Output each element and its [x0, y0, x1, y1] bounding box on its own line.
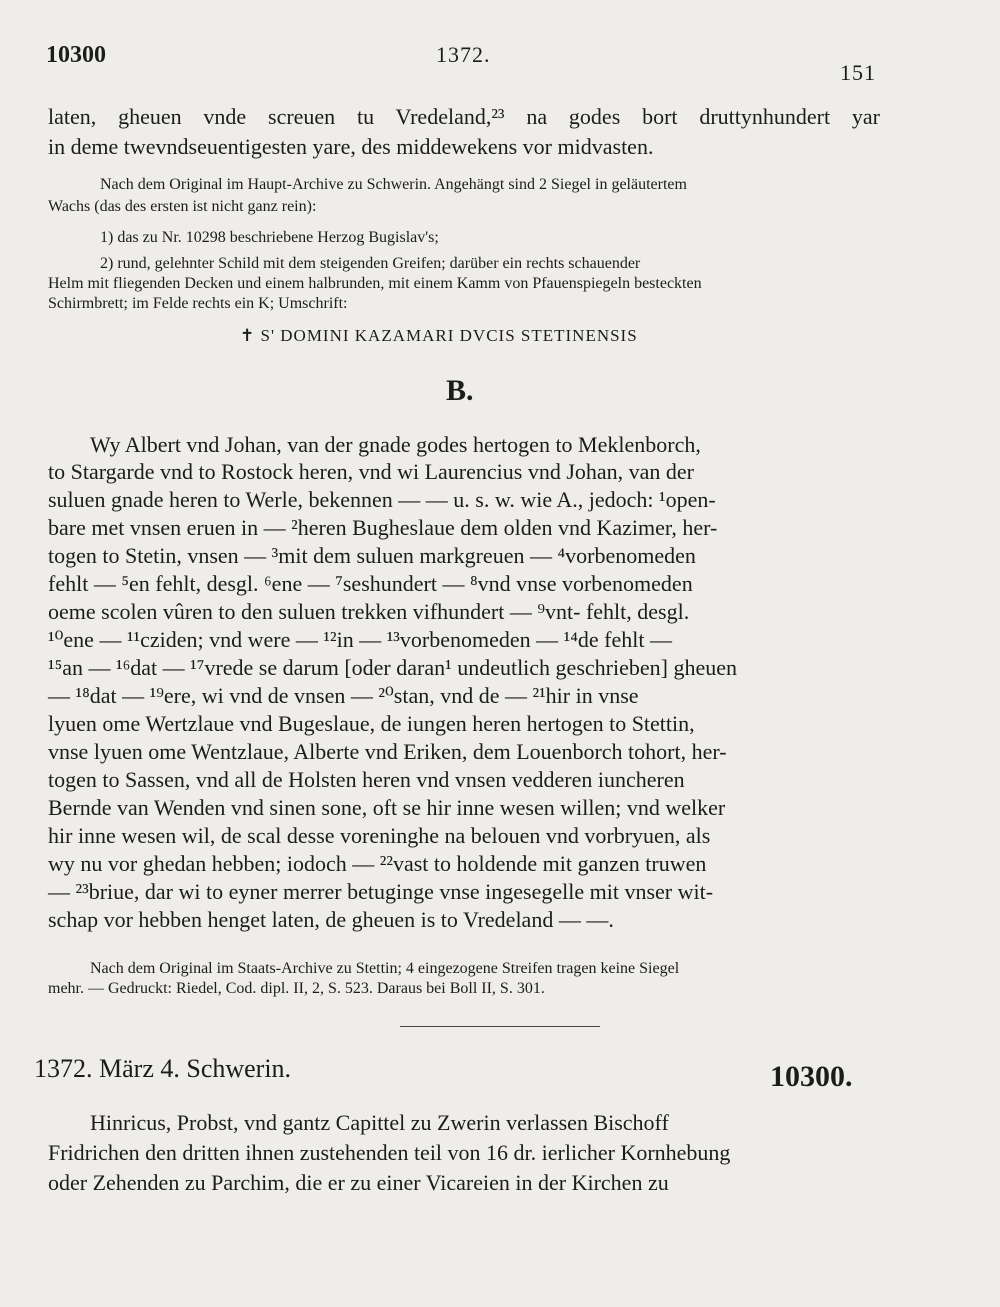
running-head-year: 1372.: [436, 42, 491, 67]
note-line: Nach dem Original im Staats-Archive zu Stettin; 4 eingezogene Streifen tragen keine Siegel: [90, 960, 680, 977]
text-line: Wy Albert vnd Johan, van der gnade godes hertogen to Meklenborch,: [90, 432, 701, 457]
text-line: wy nu vor ghedan hebben; iodoch — ²²vast to holdende mit ganzen truwen: [48, 851, 707, 876]
text-line: togen to Sassen, vnd all de Holsten heren vnd vnsen vedderen iuncheren: [48, 767, 685, 792]
entry-date-place: 1372. März 4. Schwerin.: [34, 1054, 292, 1083]
note-line: 2) rund, gelehnter Schild mit dem steigenden Greifen; darüber ein rechts schauender: [100, 255, 641, 272]
text-line: oeme scolen vûren to den suluen trekken vifhundert — ⁹vnt- fehlt, desgl.: [48, 599, 690, 624]
note-line: Schirmbrett; im Felde rechts ein K; Umschrift:: [48, 295, 348, 312]
text-line: in deme twevndseuentigesten yare, des middewekens vor midvasten.: [48, 134, 654, 159]
text-line: oder Zehenden zu Parchim, die er zu einer Vicareien in der Kirchen zu: [48, 1170, 669, 1195]
text-line: suluen gnade heren to Werle, bekennen — — u. s. w. wie A., jedoch: ¹open-: [48, 487, 716, 512]
text-line: ¹⁰ene — ¹¹cziden; vnd were — ¹²in — ¹³vorbenomeden — ¹⁴de fehlt —: [48, 627, 672, 652]
note-line: Wachs (das des ersten ist nicht ganz rein):: [48, 198, 317, 215]
note-line: Nach dem Original im Haupt-Archive zu Schwerin. Angehängt sind 2 Siegel in geläutertem: [100, 176, 687, 193]
entry-number: 10300.: [770, 1060, 853, 1093]
text-line: ¹⁵an — ¹⁶dat — ¹⁷vrede se darum [oder daran¹ undeutlich geschrieben] gheuen: [48, 655, 737, 680]
text-line: lyuen ome Wertzlaue vnd Bugeslaue, de iungen heren hertogen to Stettin,: [48, 711, 695, 736]
running-head-number: 10300: [46, 42, 106, 68]
text-line: fehlt — ⁵en fehlt, desgl. ⁶ene — ⁷seshundert — ⁸vnd vnse vorbenomeden: [48, 571, 693, 596]
section-heading: B.: [446, 374, 474, 407]
section-divider: [400, 1026, 600, 1027]
page-number: 151: [840, 60, 876, 85]
text-line: Hinricus, Probst, vnd gantz Capittel zu Zwerin verlassen Bischoff: [90, 1110, 669, 1135]
text-line: laten, gheuen vnde screuen tu Vredeland,²³ na godes bort druttynhundert yar: [48, 104, 880, 129]
text-line: bare met vnsen eruen in — ²heren Bugheslaue dem olden vnd Kazimer, her-: [48, 515, 718, 540]
text-line: Bernde van Wenden vnd sinen sone, oft se hir inne wesen willen; vnd welker: [48, 795, 726, 820]
text-line: — ¹⁸dat — ¹⁹ere, wi vnd de vnsen — ²⁰stan, vnd de — ²¹hir in vnse: [48, 683, 639, 708]
text-line: — ²³briue, dar wi to eyner merrer betuginge vnse ingesegelle mit vnser wit-: [48, 879, 714, 904]
seal-legend: ✝ S' DOMINI KAZAMARI DVCIS STETINENSIS: [240, 326, 638, 345]
text-line: togen to Stetin, vnsen — ³mit dem suluen markgreuen — ⁴vorbenomeden: [48, 543, 696, 568]
note-line: Helm mit fliegenden Decken und einem halbrunden, mit einem Kamm von Pfauenspiegeln besteckten: [48, 275, 702, 292]
text-line: hir inne wesen wil, de scal desse voreninghe na belouen vnd vorbryuen, als: [48, 823, 711, 848]
text-line: to Stargarde vnd to Rostock heren, vnd wi Laurencius vnd Johan, van der: [48, 459, 695, 484]
text-line: vnse lyuen ome Wentzlaue, Alberte vnd Eriken, dem Louenborch tohort, her-: [48, 739, 727, 764]
note-line: mehr. — Gedruckt: Riedel, Cod. dipl. II, 2, S. 523. Daraus bei Boll II, S. 301.: [48, 980, 545, 997]
text-line: schap vor hebben henget laten, de gheuen is to Vredeland — —.: [48, 907, 614, 932]
note-line: 1) das zu Nr. 10298 beschriebene Herzog Bugislav's;: [100, 229, 439, 246]
text-line: Fridrichen den dritten ihnen zustehenden teil von 16 dr. ierlicher Kornhebung: [48, 1140, 731, 1165]
